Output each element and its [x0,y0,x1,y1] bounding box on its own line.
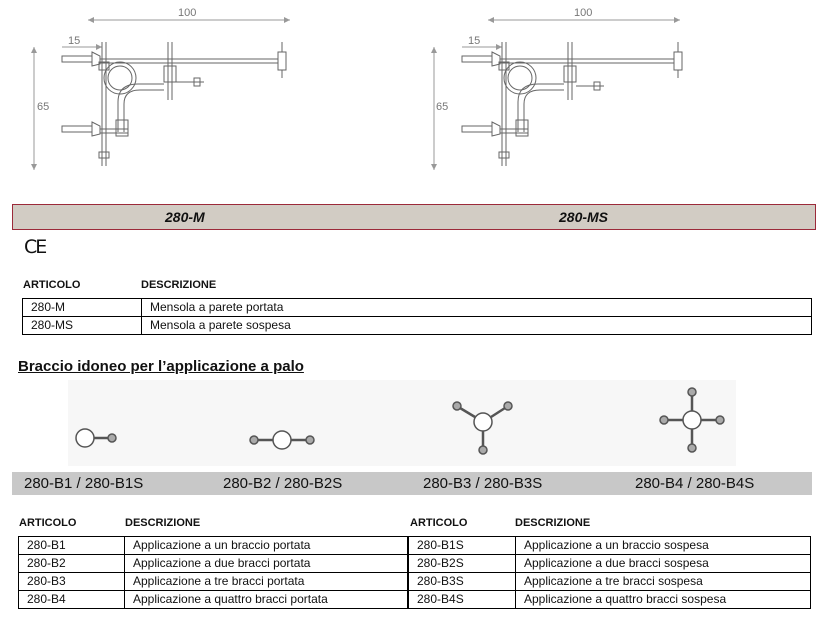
article-code: 280-B3S [409,573,516,591]
article-code: 280-B1S [409,537,516,555]
ce-mark-icon: CE [24,236,46,258]
dim-offset-label: 15 [68,35,81,47]
table-row [23,299,812,317]
table-row [19,591,408,609]
dim-width-label: 100 [178,7,197,19]
article-description: Applicazione a quattro bracci portata [125,591,408,609]
table1-header-descrizione: DESCRIZIONE [141,279,217,291]
arms-table-sospesa [408,536,811,609]
article-description: Applicazione a due bracci sospesa [516,555,811,573]
model-label-left: 280-M [165,209,205,225]
article-code: 280-B3 [19,573,125,591]
article-description: Mensola a parete portata [142,299,812,317]
article-code: 280-MS [23,317,142,335]
article-description: Applicazione a tre bracci sospesa [516,573,811,591]
article-code: 280-M [23,299,142,317]
table-row [19,537,408,555]
article-description: Applicazione a due bracci portata [125,555,408,573]
table2-left-header-articolo: ARTICOLO [19,517,77,529]
arm-b1-icon [76,429,116,447]
arm-b3-icon [453,402,512,454]
article-code: 280-B2S [409,555,516,573]
model-label-right: 280-MS [559,209,609,225]
arms-table-portata [18,536,408,609]
section-title: Braccio idoneo per l’applicazione a palo [18,358,304,375]
article-description: Applicazione a quattro bracci sospesa [516,591,811,609]
technical-drawing-280-m [28,2,298,182]
table2-right-header-descrizione: DESCRIZIONE [515,517,591,529]
table2-left-header-descrizione: DESCRIZIONE [125,517,201,529]
technical-drawing-280-ms [428,2,698,182]
arm-label-b2: 280-B2 / 280-B2S [223,475,343,492]
dim-height-label: 65 [436,101,449,113]
table-row [19,573,408,591]
article-description: Applicazione a tre bracci portata [125,573,408,591]
article-code: 280-B4 [19,591,125,609]
table-row [409,537,811,555]
table-row [409,555,811,573]
arm-illustrations [68,380,736,466]
table-row [23,317,812,335]
dim-width-label: 100 [574,7,593,19]
models-band [12,204,816,230]
article-description: Mensola a parete sospesa [142,317,812,335]
table2-right-header-articolo: ARTICOLO [410,517,468,529]
dim-offset-label: 15 [468,35,481,47]
article-description: Applicazione a un braccio sospesa [516,537,811,555]
article-code: 280-B4S [409,591,516,609]
table1-header-articolo: ARTICOLO [23,279,81,291]
dim-height-label: 65 [37,101,50,113]
articles-table [22,298,812,335]
article-code: 280-B2 [19,555,125,573]
arm-label-b3: 280-B3 / 280-B3S [423,475,543,492]
arm-label-b1: 280-B1 / 280-B1S [24,475,144,492]
arm-b2-icon [250,431,314,449]
arm-b4-icon [660,388,724,452]
table-row [409,573,811,591]
article-code: 280-B1 [19,537,125,555]
arm-labels-band [12,472,812,495]
table-row [19,555,408,573]
table-row [409,591,811,609]
arm-label-b4: 280-B4 / 280-B4S [635,475,755,492]
article-description: Applicazione a un braccio portata [125,537,408,555]
